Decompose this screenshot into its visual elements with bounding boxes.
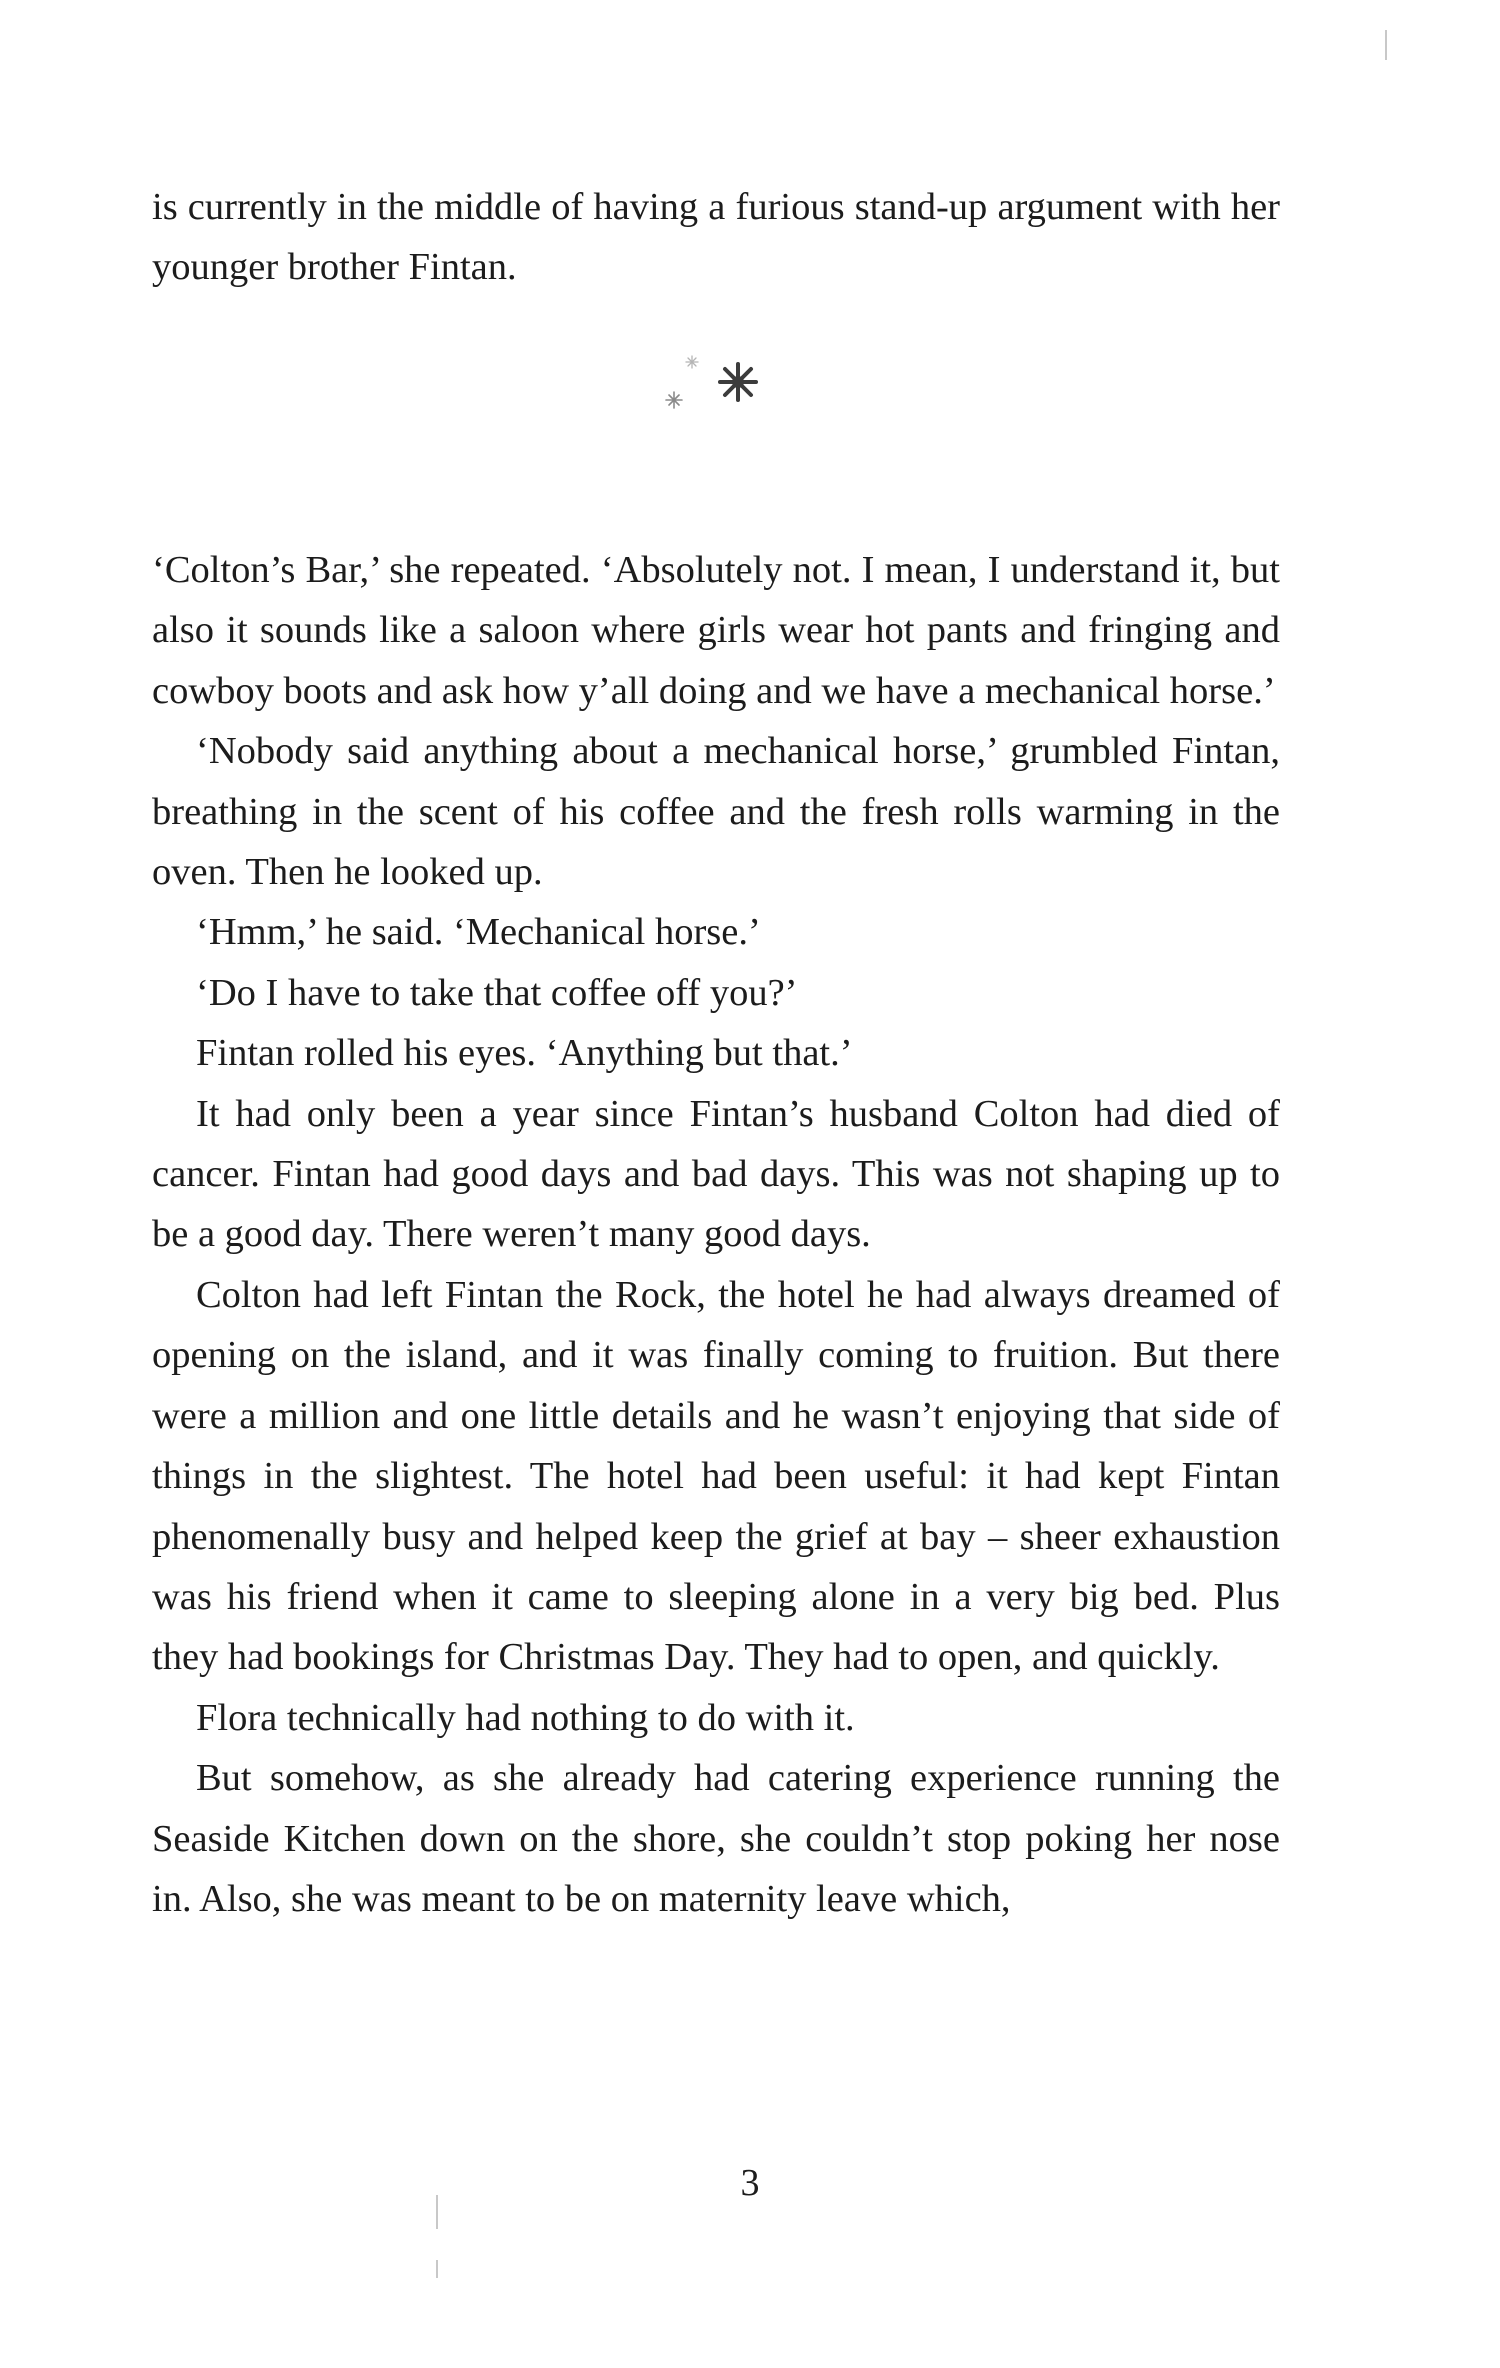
body-text	[152, 540, 1280, 1929]
paragraph: Fintan rolled his eyes. ‘Anything but that.’	[196, 1032, 853, 1075]
paragraph: ‘Colton’s Bar,’ she repeated. ‘Absolutely not. I mean, I understand it, but also it sounds like a saloon where girls wear hot pants and fringing and cowboy boots and ask how y’all doing and we have a mechanical horse.’	[152, 549, 1280, 712]
paragraph: Colton had left Fintan the Rock, the hotel he had always dreamed of opening on the island, and it was finally coming to fruition. But there were a million and one little details and he wasn’t enjoying that side of things in the slightest. The hotel had been useful: it had kept Fintan phenomenally busy and helped keep the grief at bay – sheer exhaustion was his friend when it came to sleeping alone in a very big bed. Plus they had bookings for Christmas Day. They had to open, and quickly.	[152, 1273, 1280, 1679]
paragraph: ‘Do I have to take that coffee off you?’	[196, 971, 798, 1014]
scan-artifact	[436, 2260, 438, 2278]
paragraph: But somehow, as she already had catering experience running the Seaside Kitchen down on the shore, she couldn’t stop poking her nose in. Also, she was meant to be on maternity leave which,	[152, 1757, 1280, 1920]
page-number: 3	[740, 2162, 760, 2204]
scan-artifact	[436, 2195, 438, 2229]
scan-artifact	[1385, 30, 1387, 60]
paragraph: Flora technically had nothing to do with it.	[196, 1696, 855, 1739]
continuation-text	[152, 177, 1280, 298]
paragraph: It had only been a year since Fintan’s husband Colton had died of cancer. Fintan had good days and bad days. This was not shaping up to be a good day. There weren’t many good days.	[152, 1092, 1280, 1256]
snowflake-stars-ornament-icon	[646, 338, 786, 430]
paragraph: ‘Hmm,’ he said. ‘Mechanical horse.’	[196, 911, 761, 954]
paragraph: ‘Nobody said anything about a mechanical horse,’ grumbled Fintan, breathing in the scent of his coffee and the fresh rolls warming in the oven. Then he looked up.	[152, 730, 1280, 894]
paragraph-continued: is currently in the middle of having a furious stand-up argument with her younger brother Fintan.	[152, 186, 1280, 289]
